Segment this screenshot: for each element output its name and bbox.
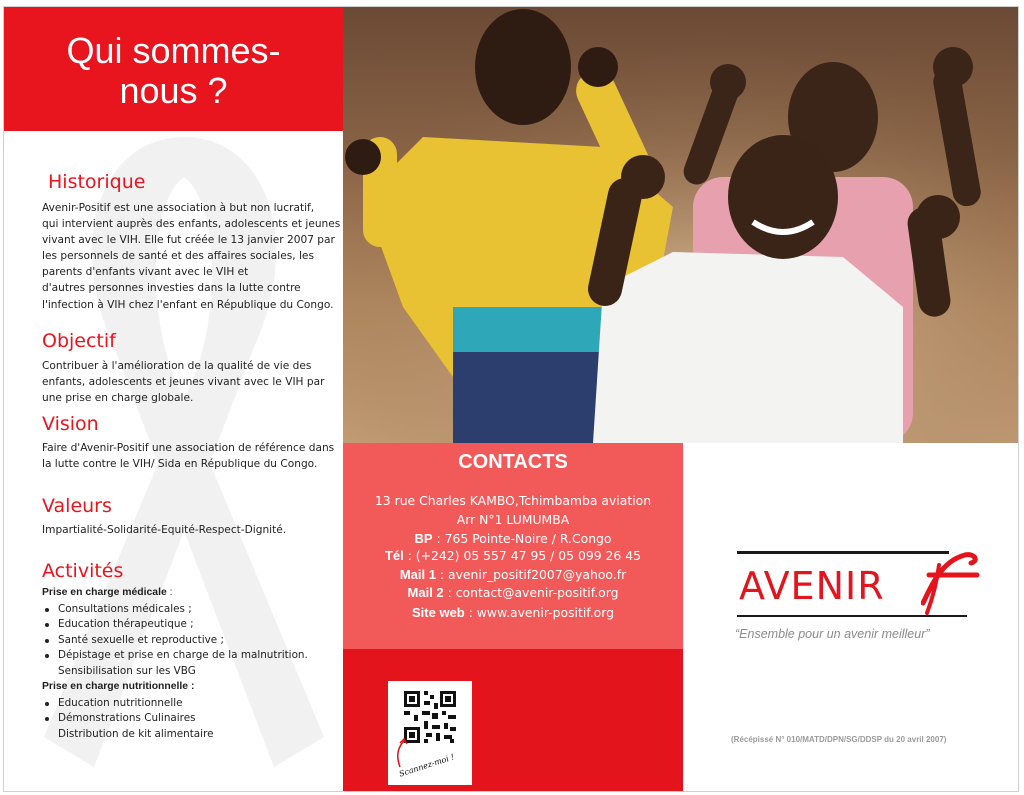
historique-line: vivant avec le VIH. Elle fut créée le 13 janvier 2007 par — [42, 234, 335, 247]
children-photo — [343, 7, 1018, 443]
nutrition-list — [44, 696, 214, 742]
bp-value: : 765 Pointe-Noire / R.Congo — [432, 531, 612, 546]
bp-label: BP — [414, 531, 433, 546]
medical-list — [44, 602, 308, 679]
tel-label: Tél — [384, 548, 404, 563]
tel-line — [343, 548, 683, 563]
children-illustration — [343, 7, 1018, 443]
registration-receipt: (Récépissé N° 010/MATD/DPN/SG/DDSP du 20 avril 2007) — [731, 735, 947, 744]
historique-text — [42, 200, 340, 313]
bullet-icon — [45, 702, 49, 706]
tel-value[interactable]: : (+242) 05 557 47 95 / 05 099 26 45 — [403, 548, 642, 563]
mail2-line — [343, 585, 683, 600]
list-item-continuation: Distribution de kit alimentaire — [58, 727, 214, 740]
list-item: Education thérapeutique ; — [44, 617, 308, 632]
list-item: Démonstrations Culinaires — [44, 711, 214, 726]
historique-line: les personnels de santé et des affaires sociales, les — [42, 250, 314, 263]
medical-subheading — [42, 587, 173, 598]
title-box — [4, 7, 343, 131]
contacts-panel — [343, 443, 683, 649]
logo-bottom-rule — [737, 615, 967, 617]
website-label: Site web — [412, 605, 465, 620]
historique-line: d'autres personnes investies dans la lutte contre — [42, 282, 301, 295]
logo-wordmark: AVENIR — [739, 564, 885, 608]
historique-line: parents d'enfants vivant avec le VIH et — [42, 266, 249, 279]
bullet-icon — [45, 608, 49, 612]
historique-line: qui intervient auprès des enfants, adolescents et jeunes — [42, 218, 341, 231]
logo-top-rule — [737, 551, 949, 554]
valeurs-heading: Valeurs — [42, 495, 112, 517]
logo-area — [683, 443, 1018, 791]
list-item: Education nutritionnelle — [44, 696, 214, 711]
website-link[interactable]: : www.avenir-positif.org — [464, 605, 614, 620]
mail1-link[interactable]: : avenir_positif2007@yahoo.fr — [439, 567, 627, 582]
objectif-text — [42, 358, 324, 406]
mail2-label: Mail 2 — [407, 585, 444, 600]
contacts-title: CONTACTS — [458, 451, 568, 473]
medical-subheading-colon: : — [166, 587, 173, 598]
valeurs-text — [42, 522, 286, 538]
tagline: “Ensemble pour un avenir meilleur” — [735, 627, 930, 641]
vision-text — [42, 440, 334, 472]
mail1-line — [343, 567, 683, 582]
bullet-icon — [45, 717, 49, 721]
page-title: Qui sommes- nous ? — [66, 30, 281, 111]
list-item: Dépistage et prise en charge de la malnutrition. — [44, 648, 308, 663]
plus-swoosh-icon — [921, 547, 985, 617]
historique-line: Avenir-Positif est une association à but non lucratif, — [42, 202, 315, 214]
objectif-line: enfants, adolescents et jeunes vivant avec le VIH par — [42, 376, 325, 389]
historique-line: l'infection à VIH chez l'enfant en République du Congo. — [42, 298, 334, 311]
list-item: Consultations médicales ; — [44, 602, 308, 617]
qr-code-card[interactable] — [388, 681, 472, 785]
mail2-link[interactable]: : contact@avenir-positif.org — [443, 585, 619, 600]
scan-me-text: Scannez-moi ! — [398, 752, 456, 779]
historique-heading: Historique — [48, 171, 146, 193]
website-line — [343, 605, 683, 620]
medical-subheading-label: Prise en charge médicale — [42, 587, 167, 598]
objectif-line: une prise en charge globale. — [42, 392, 194, 405]
bullet-icon — [45, 639, 49, 643]
objectif-heading: Objectif — [42, 330, 116, 352]
activites-heading: Activités — [42, 560, 124, 582]
vision-line: Faire d'Avenir-Positif une association de référence dans — [42, 442, 335, 454]
list-item: Santé sexuelle et reproductive ; — [44, 633, 308, 648]
mail1-label: Mail 1 — [399, 567, 436, 582]
valeurs-line: Impartialité-Solidarité-Equité-Respect-Dignité. — [42, 524, 287, 536]
vision-heading: Vision — [42, 413, 99, 435]
vision-line: la lutte contre le VIH/ Sida en République du Congo. — [42, 458, 318, 471]
nutrition-subheading: Prise en charge nutritionnelle : — [42, 681, 195, 692]
bullet-icon — [45, 654, 49, 658]
left-panel — [4, 7, 343, 791]
address-line-2: Arr N°1 LUMUMBA — [456, 512, 570, 527]
list-item-continuation: Sensibilisation sur les VBG — [58, 664, 196, 677]
bp-line — [343, 531, 683, 546]
address-line-1: 13 rue Charles KAMBO,Tchimbamba aviation — [374, 493, 652, 508]
bullet-icon — [45, 623, 49, 627]
objectif-line: Contribuer à l'amélioration de la qualité de vie des — [42, 360, 312, 372]
